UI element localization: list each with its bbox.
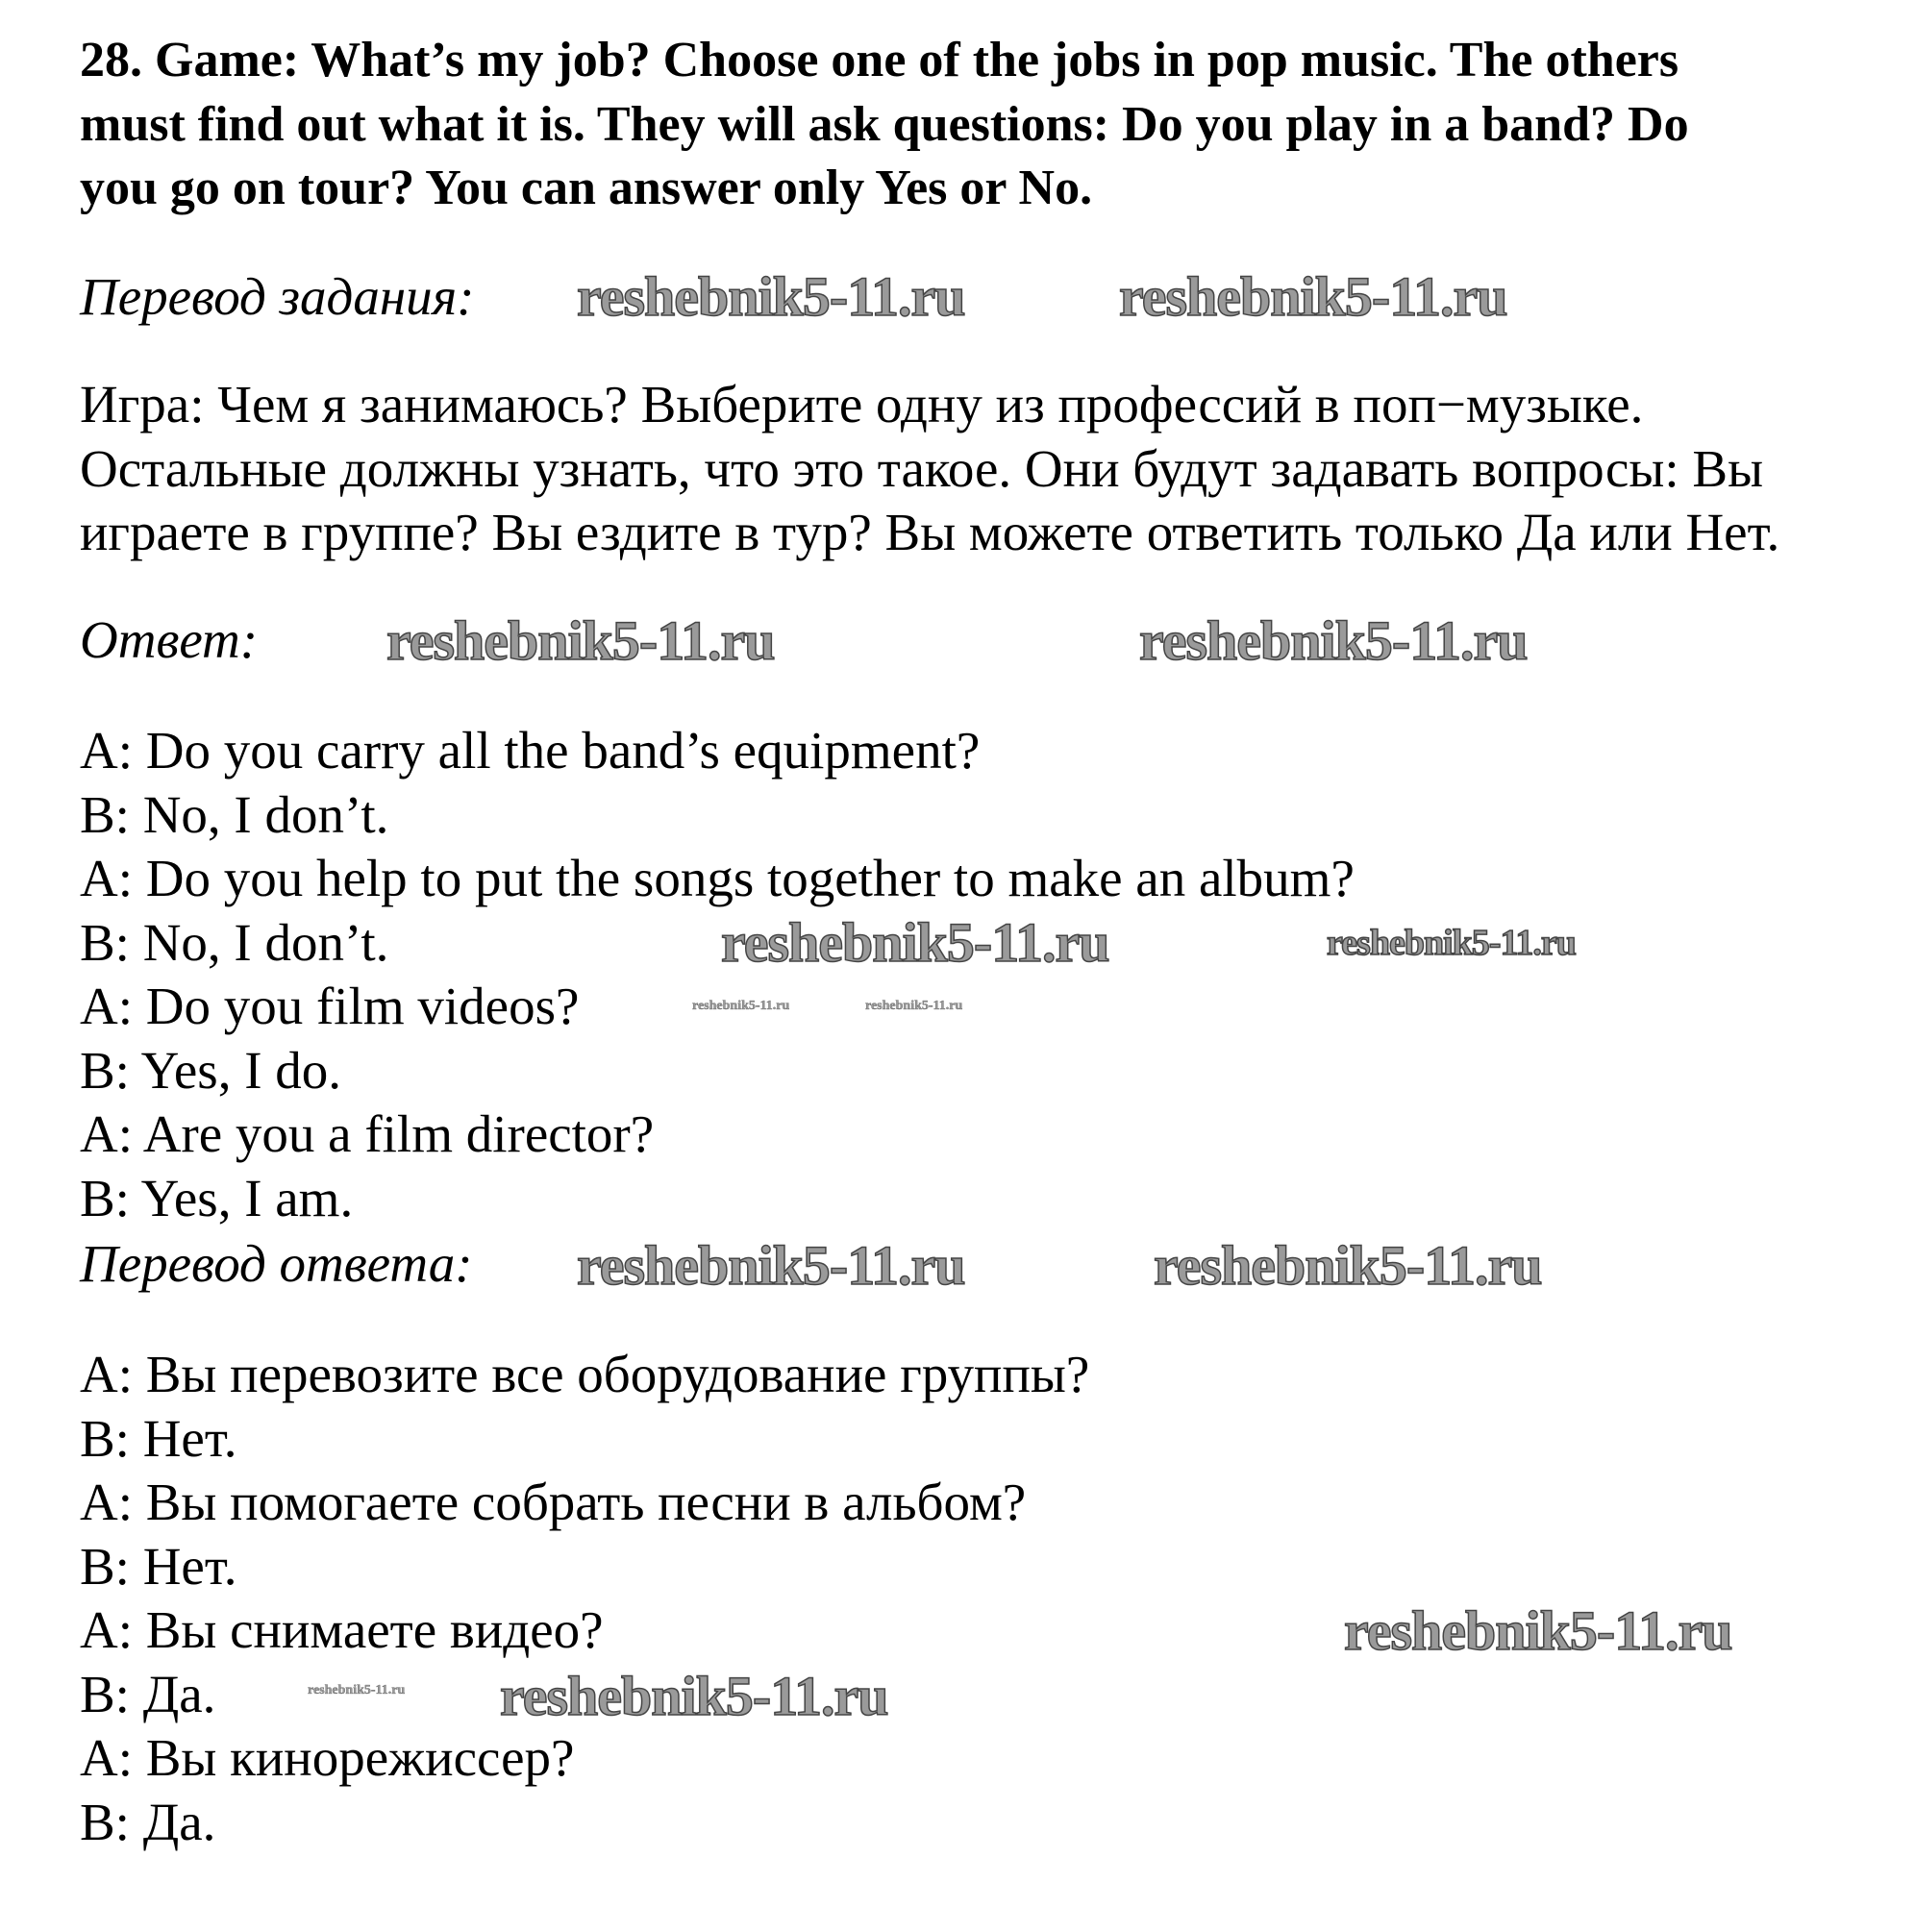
dialogue-line: A: Вы кинорежиссер? <box>80 1728 575 1787</box>
watermark: reshebnik5-11.ru <box>865 999 963 1013</box>
dialogue-line: B: Yes, I do. <box>80 1040 342 1100</box>
dialogue-line: B: Нет. <box>80 1408 237 1468</box>
answer-translation-label: Перевод ответа: <box>80 1234 473 1293</box>
text-line: Остальные должны узнать, что это такое. Они будут задавать вопросы: Вы <box>80 438 1764 498</box>
dialogue-line: B: No, I don’t. <box>80 784 389 844</box>
heading-line: 28. Game: What’s my job? Choose one of the jobs in pop music. The others <box>80 33 1679 87</box>
heading-line: must find out what it is. They will ask questions: Do you play in a band? Do <box>80 96 1689 152</box>
translation-task-label: Перевод задания: <box>80 267 475 326</box>
dialogue-line: A: Вы помогаете собрать песни в альбом? <box>80 1473 1027 1531</box>
dialogue-line: B: Да. <box>80 1792 216 1851</box>
dialogue-line: A: Вы снимаете видео? <box>80 1600 604 1659</box>
dialogue-line: B: Нет. <box>80 1536 237 1596</box>
watermark: reshebnik5-11.ru <box>1327 923 1576 963</box>
dialogue-line: A: Do you help to put the songs together to make an album? <box>80 849 1355 907</box>
dialogue-line: A: Do you film videos? <box>80 977 580 1035</box>
watermark: reshebnik5-11.ru <box>577 1234 965 1297</box>
heading-line: you go on tour? You can answer only Yes or No. <box>80 161 1093 215</box>
task-heading <box>80 29 1689 221</box>
watermark: reshebnik5-11.ru <box>577 265 965 328</box>
answer-translation-dialogue <box>80 1343 1089 1854</box>
dialogue-line: A: Вы перевозите все оборудование группы? <box>80 1345 1090 1403</box>
watermark: reshebnik5-11.ru <box>308 1683 406 1697</box>
dialogue-line: A: Do you carry all the band’s equipment? <box>80 721 981 780</box>
watermark: reshebnik5-11.ru <box>386 609 775 672</box>
text-line: играете в группе? Вы ездите в тур? Вы можете ответить только Да или Нет. <box>80 503 1780 561</box>
dialogue-line: B: No, I don’t. <box>80 912 389 972</box>
watermark: reshebnik5-11.ru <box>692 999 790 1013</box>
watermark: reshebnik5-11.ru <box>1154 1234 1542 1297</box>
watermark: reshebnik5-11.ru <box>500 1665 888 1727</box>
text-line: Игра: Чем я занимаюсь? Выберите одну из профессий в поп−музыке. <box>80 375 1644 433</box>
answer-dialogue <box>80 719 1355 1230</box>
dialogue-line: A: Are you a film director? <box>80 1104 655 1163</box>
watermark: reshebnik5-11.ru <box>1139 609 1528 672</box>
dialogue-line: B: Yes, I am. <box>80 1168 354 1227</box>
answer-label: Ответ: <box>80 610 259 669</box>
watermark: reshebnik5-11.ru <box>721 911 1109 974</box>
watermark: reshebnik5-11.ru <box>1344 1599 1732 1662</box>
dialogue-line: B: Да. <box>80 1664 216 1723</box>
translation-task-text <box>80 373 1779 565</box>
watermark: reshebnik5-11.ru <box>1119 265 1507 328</box>
